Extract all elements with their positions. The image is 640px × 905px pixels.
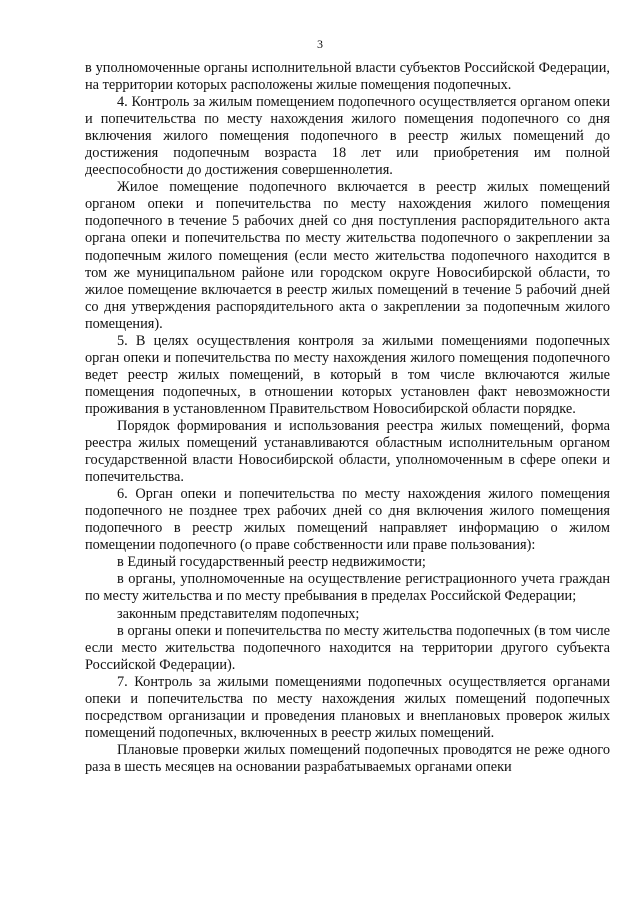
document-body bbox=[85, 60, 610, 776]
paragraph-recipient-3: законным представителям подопечных; bbox=[117, 605, 360, 622]
paragraph-item-5: 5. В целях осуществления контроля за жилыми помещениями подопечных орган опеки и попечительства по месту нахождения жилого помещения подопечного ведет реестр жилых помещений, в который в том числе включаются жилые помещения подопечных, в отношении которых установлен факт невозможности проживания в установленном Правительством Новосибирской области порядке. bbox=[85, 332, 610, 417]
paragraph-item-4: 4. Контроль за жилым помещением подопечного осуществляется органом опеки и попечительства по месту нахождения жилого помещения подопечного со дня включения жилого помещения подопечного в реестр жилых помещений до достижения подопечным возраста 18 лет или приобретения им полной дееспособности до достижения совершеннолетия. bbox=[85, 94, 610, 179]
paragraph-recipient-1: в Единый государственный реестр недвижимости; bbox=[117, 554, 426, 571]
paragraph-recipient-4: в органы опеки и попечительства по месту жительства подопечных (в том числе если место жительства подопечного находится на территории другого субъекта Российской Федерации). bbox=[85, 622, 610, 673]
paragraph-item-6: 6. Орган опеки и попечительства по месту нахождения жилого помещения подопечного не позднее трех рабочих дней со дня включения жилого помещения подопечного в реестр жилых помещений направляет информацию о жилом помещении подопечного (о праве собственности или праве пользования): bbox=[85, 486, 610, 554]
page-number: 3 bbox=[317, 37, 323, 51]
paragraph-item-7: 7. Контроль за жилыми помещениями подопечных осуществляется органами опеки и попечительства по месту нахождения жилых помещений подопечных посредством организации и проведения плановых и внеплановых проверок жилых помещений подопечных, включенных в реестр жилых помещений. bbox=[85, 673, 610, 741]
paragraph-continuation: в уполномоченные органы исполнительной власти субъектов Российской Федерации, на территории которых расположены жилые помещения подопечных. bbox=[85, 60, 610, 94]
paragraph-registry-inclusion: Жилое помещение подопечного включается в реестр жилых помещений органом опеки и попечительства по месту нахождения жилого помещения подопечного в течение 5 рабочих дней со дня поступления распорядительного акта органа опеки и попечительства по месту жительства подопечного о закреплении за подопечным жилого помещения (если место жительства подопечного находится в том же муниципальном районе или городском округе Новосибирской области, то жилое помещение включается в реестр жилых помещений в течение 5 рабочий дней со дня утверждения распорядительного акта о закреплении за подопечным жилого помещения). bbox=[85, 179, 610, 332]
paragraph-recipient-2: в органы, уполномоченные на осуществление регистрационного учета граждан по месту жительства и по месту пребывания в пределах Российской Федерации; bbox=[85, 571, 610, 605]
paragraph-registry-procedure: Порядок формирования и использования реестра жилых помещений, форма реестра жилых помещений устанавливаются областным исполнительным органом государственной власти Новосибирской области, уполномоченным в сфере опеки и попечительства. bbox=[85, 417, 610, 486]
paragraph-planned-inspections: Плановые проверки жилых помещений подопечных проводятся не реже одного раза в шесть месяцев на основании разрабатываемых органами опеки bbox=[85, 741, 610, 775]
